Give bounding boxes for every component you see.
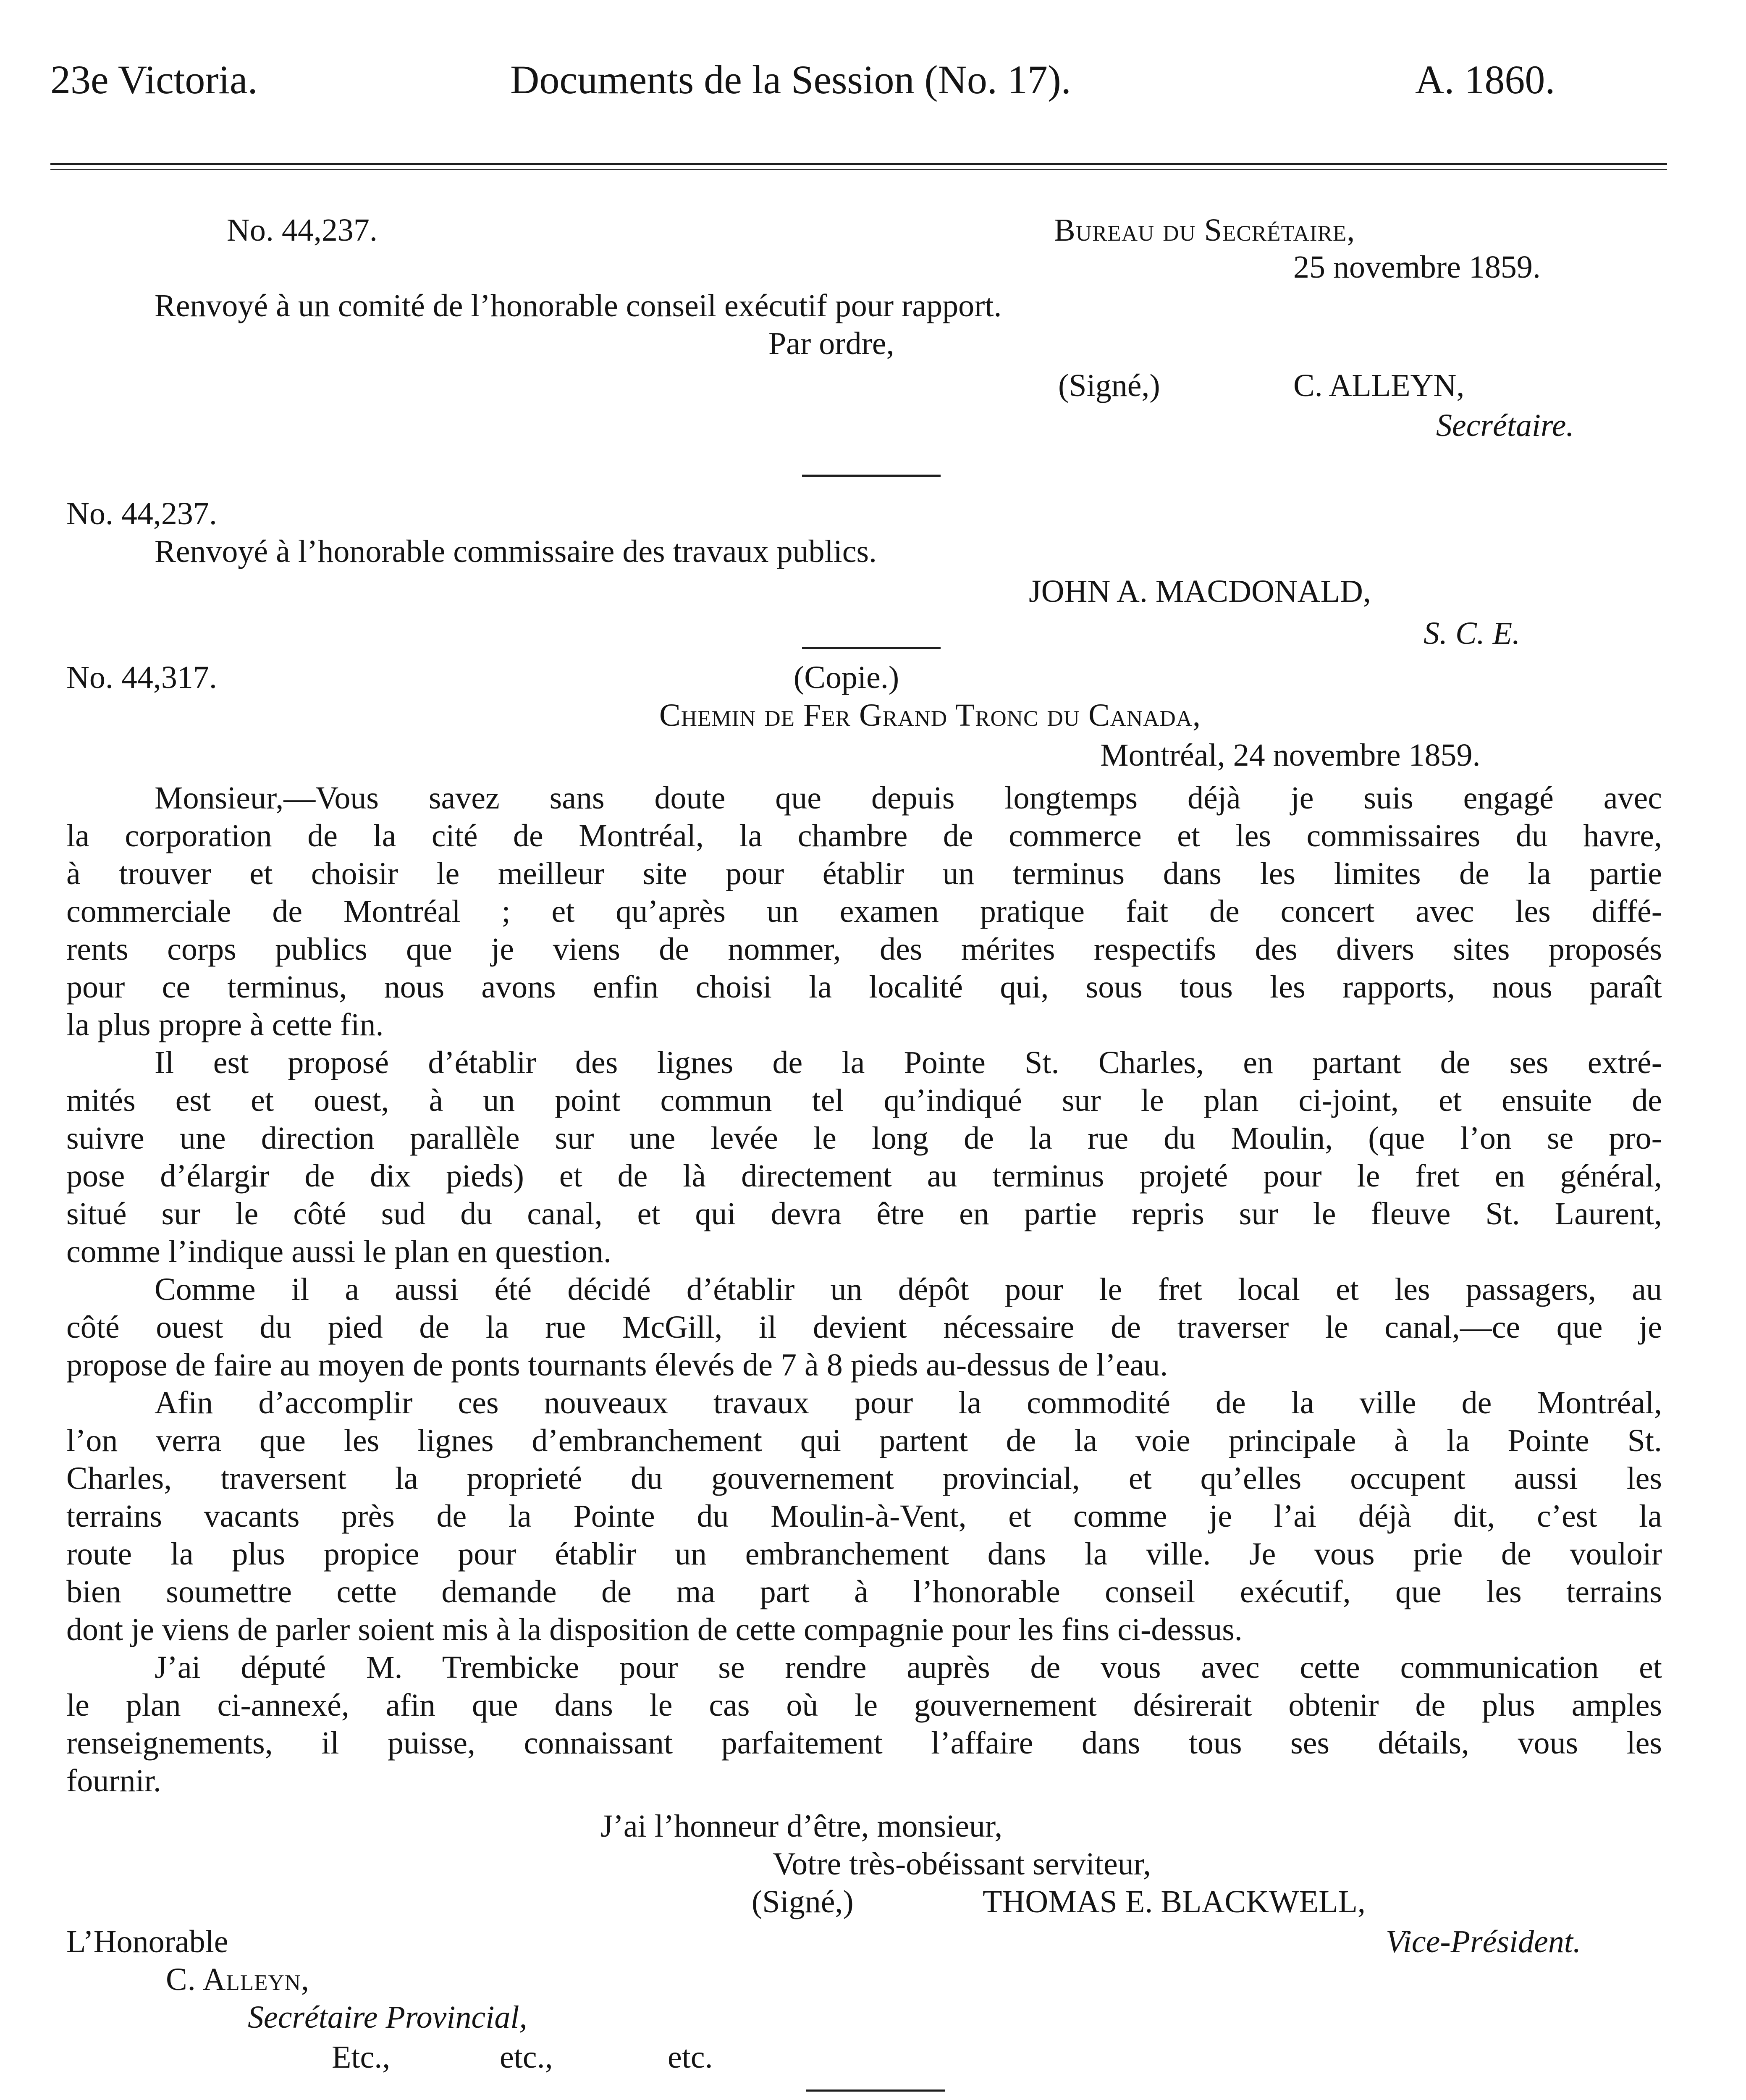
section-divider (802, 475, 941, 477)
letter-closing-1: J’ai l’honneur d’être, monsieur, (600, 1809, 1003, 1844)
section1-bureau: Bureau du Secrétaire, (1054, 213, 1355, 248)
letter-line: suivre une direction parallèle sur une levée le long de la rue du Moulin, (que l’on se pro- (66, 1121, 1662, 1156)
letter-line: la corporation de la cité de Montréal, la chambre de commerce et les commissaires du havre, (66, 818, 1662, 853)
section2-title: S. C. E. (1424, 616, 1521, 651)
section2-name: JOHN A. MACDONALD, (1029, 574, 1371, 609)
letter-signatory-title: Vice-Président. (1386, 1924, 1581, 1959)
letter-line: mités est et ouest, à un point commun tel qu’indiqué sur le plan ci-joint, et ensuite de (66, 1083, 1662, 1118)
letter-line: renseignements, il puisse, connaissant parfaitement l’affaire dans tous ses détails, vous les (66, 1725, 1662, 1761)
letter-closing-2: Votre très-obéissant serviteur, (773, 1846, 1151, 1882)
header-rule (50, 163, 1667, 165)
section3-place-date: Montréal, 24 novembre 1859. (1100, 738, 1481, 773)
section1-number: No. 44,237. (227, 213, 378, 248)
letter-line: Charles, traversent la proprieté du gouvernement provincial, et qu’elles occupent aussi les (66, 1461, 1662, 1496)
letter-line: le plan ci-annexé, afin que dans le cas où le gouvernement désirerait obtenir de plus amples (66, 1688, 1662, 1723)
letter-line: terrains vacants près de la Pointe du Moulin-à-Vent, et comme je l’ai déjà dit, c’est la (66, 1499, 1662, 1534)
section1-date: 25 novembre 1859. (1293, 249, 1541, 285)
letter-line: la plus propre à cette fin. (66, 1007, 384, 1042)
section2-text: Renvoyé à l’honorable commissaire des travaux publics. (155, 534, 877, 569)
letter-line: côté ouest du pied de la rue McGill, il devient nécessaire de traverser le canal,—ce que je (66, 1310, 1662, 1345)
letter-signe: (Signé,) (752, 1884, 854, 1919)
letter-line: l’on verra que les lignes d’embranchement qui partent de la voie principale à la Pointe St. (66, 1423, 1662, 1458)
section-divider (806, 2090, 945, 2092)
section2-number: No. 44,237. (66, 496, 217, 531)
header-center: Documents de la Session (No. 17). (510, 57, 1071, 102)
letter-line: situé sur le côté sud du canal, et qui devra être en partie repris sur le fleuve St. Laurent, (66, 1196, 1662, 1231)
header-right: A. 1860. (1415, 57, 1555, 102)
letter-line: Monsieur,—Vous savez sans doute que depuis longtemps déjà je suis engagé avec (155, 780, 1662, 816)
section1-text: Renvoyé à un comité de l’honorable conseil exécutif pour rapport. (155, 288, 1002, 323)
letter-line: commerciale de Montréal ; et qu’après un examen pratique fait de concert avec les diffé- (66, 894, 1662, 929)
addressee-etc-1: Etc., (332, 2040, 391, 2075)
addressee-line-3: Secrétaire Provincial, (248, 2000, 527, 2035)
letter-line: Il est proposé d’établir des lignes de la Pointe St. Charles, en partant de ses extré- (155, 1045, 1662, 1080)
letter-line: comme l’indique aussi le plan en question. (66, 1234, 612, 1269)
section1-title: Secrétaire. (1436, 408, 1574, 443)
section1-signe: (Signé,) (1058, 368, 1160, 403)
letter-line: Comme il a aussi été décidé d’établir un dépôt pour le fret local et les passagers, au (155, 1272, 1662, 1307)
addressee-line-2: C. Alleyn, (166, 1962, 310, 1997)
header-left: 23e Victoria. (50, 57, 258, 102)
letter-line: bien soumettre cette demande de ma part à l’honorable conseil exécutif, que les terrains (66, 1574, 1662, 1609)
addressee-etc-2: etc., (500, 2040, 553, 2075)
letter-line: fournir. (66, 1763, 161, 1798)
letter-line: pose d’élargir de dix pieds) et de là directement au terminus projeté pour le fret en général, (66, 1158, 1662, 1194)
section3-copie: (Copie.) (794, 660, 899, 695)
section3-number: No. 44,317. (66, 660, 217, 695)
header-rule-thin (50, 169, 1667, 170)
letter-line: pour ce terminus, nous avons enfin choisi la localité qui, sous tous les rapports, nous paraît (66, 969, 1662, 1005)
addressee-etc-3: etc. (668, 2040, 713, 2075)
letter-line: Afin d’accomplir ces nouveaux travaux pour la commodité de la ville de Montréal, (155, 1385, 1662, 1420)
letter-line: dont je viens de parler soient mis à la disposition de cette compagnie pour les fins ci-dessus. (66, 1612, 1243, 1647)
letter-signatory: THOMAS E. BLACKWELL, (983, 1884, 1366, 1919)
letter-line: J’ai député M. Trembicke pour se rendre auprès de vous avec cette communication et (155, 1650, 1662, 1685)
section1-par-ordre: Par ordre, (768, 326, 894, 361)
section3-company: Chemin de Fer Grand Tronc du Canada, (659, 698, 1201, 733)
letter-line: propose de faire au moyen de ponts tournants élevés de 7 à 8 pieds au-dessus de l’eau. (66, 1347, 1168, 1383)
letter-line: route la plus propice pour établir un embranchement dans la ville. Je vous prie de vouloir (66, 1536, 1662, 1572)
letter-line: à trouver et choisir le meilleur site pour établir un terminus dans les limites de la partie (66, 856, 1662, 891)
section-divider (802, 647, 941, 649)
section1-name: C. ALLEYN, (1293, 368, 1465, 403)
letter-line: rents corps publics que je viens de nommer, des mérites respectifs des divers sites proposés (66, 932, 1662, 967)
addressee-line-1: L’Honorable (66, 1924, 228, 1959)
